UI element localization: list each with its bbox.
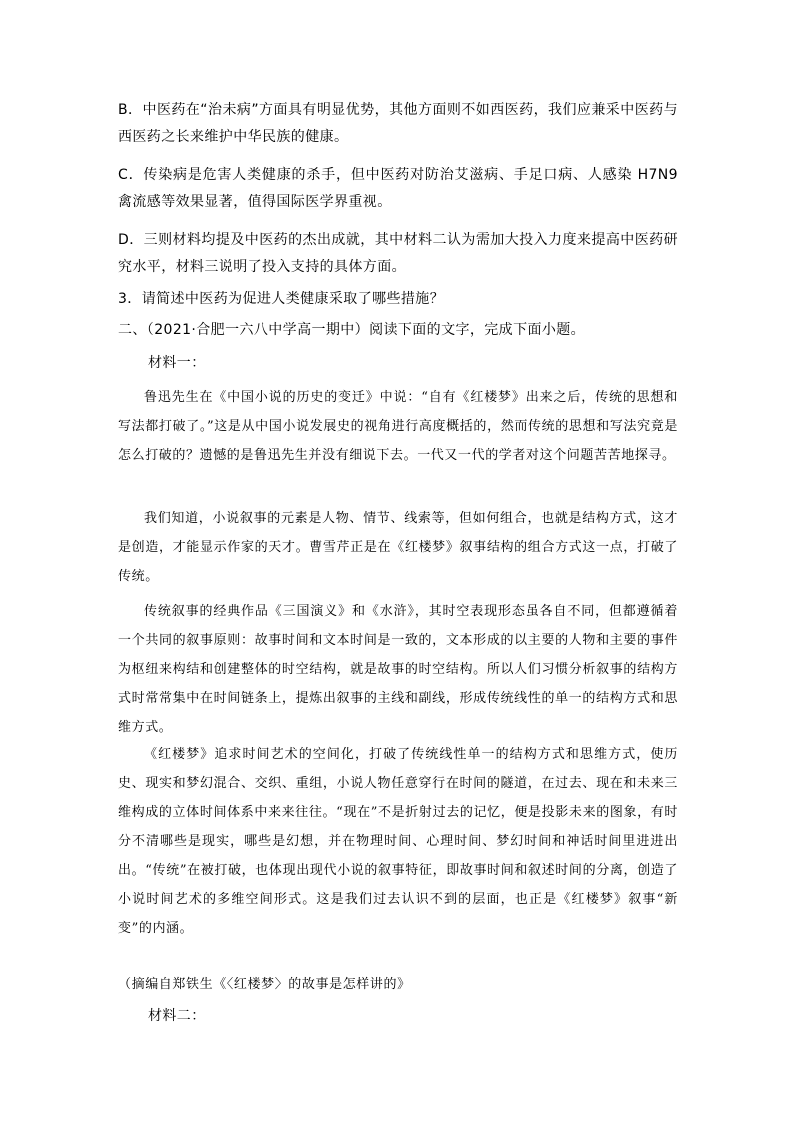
option-b <box>118 97 678 151</box>
material-1-paragraph-3 <box>118 597 678 742</box>
section-2-text: 二、（2021·合肥一六八中学高一期中）阅读下面的文字，完成下面小题。 <box>118 322 586 338</box>
option-d-text: D．三则材料均提及中医药的杰出成就，其中材料二认为需加大投入力度来提高中医药研究水平，材料三说明了投入支持的具体方面。 <box>118 232 678 275</box>
option-d <box>118 227 678 281</box>
question-3-text: 3．请简述中医药为促进人类健康采取了哪些措施？ <box>118 291 445 307</box>
question-3 <box>118 286 678 313</box>
material-1-source-text: （摘编自郑铁生《〈红楼梦〉的故事是怎样讲的》 <box>118 977 411 992</box>
material-1-label-text: 材料一： <box>148 355 206 371</box>
section-2-heading <box>118 317 678 344</box>
material-1-paragraph-3-text: 传统叙事的经典作品《三国演义》和《水浒》，其时空表现形态虽各自不同，但都遵循着一个共同的叙事原则：故事时间和文本时间是一致的，文本形成的以主要的人物和主要的事件为枢纽来构结和创建整体的时空结构，就是故事的时空结构。所以人们习惯分析叙事的结构方式时常常集中在时间链条上，提炼出叙事的主线和副线，形成传统线性的单一的结构方式和思维方式。 <box>118 604 678 735</box>
material-2-label-text: 材料二： <box>148 1008 206 1024</box>
material-2-label <box>118 1003 678 1030</box>
material-1-label <box>118 350 678 377</box>
material-1-paragraph-4-text: 《红楼梦》追求时间艺术的空间化，打破了传统线性单一的结构方式和思维方式，使历史、现实和梦幻混合、交织、重组，小说人物任意穿行在时间的隧道，在过去、现在和未来三维构成的立体时间体系中来来往往。“现在”不是折射过去的记忆，便是投影未来的图象，有时分不清哪些是现实，哪些是幻想，并在物理时间、心理时间、梦幻时间和神话时间里进进出出。“传统”在被打破，也体现出现代小说的叙事特征，即故事时间和叙述时间的分离，创造了小说时间艺术的多维空间形式。这是我们过去认识不到的层面，也正是《红楼梦》叙事“新变”的内涵。 <box>118 747 678 936</box>
material-1-paragraph-2 <box>118 504 678 591</box>
option-b-text: B．中医药在“治未病”方面具有明显优势，其他方面则不如西医药，我们应兼采中医药与西医药之长来维护中华民族的健康。 <box>118 102 678 145</box>
material-1-paragraph-1 <box>118 383 678 470</box>
material-1-paragraph-1-text: 鲁迅先生在《中国小说的历史的变迁》中说：“自有《红楼梦》出来之后，传统的思想和写法都打破了。”这是从中国小说发展史的视角进行高度概括的，然而传统的思想和写法究竟是怎么打破的？遗憾的是鲁迅先生并没有细说下去。一代又一代的学者对这个问题苦苦地探寻。 <box>118 390 678 463</box>
option-c-text: C．传染病是危害人类健康的杀手，但中医药对防治艾滋病、手足口病、人感染 H7N9 禽流感等效果显著，值得国际医学界重视。 <box>118 167 678 210</box>
option-c <box>118 162 678 216</box>
material-1-paragraph-4 <box>118 740 678 943</box>
material-1-source <box>118 970 678 999</box>
material-1-paragraph-2-text: 我们知道，小说叙事的元素是人物、情节、线索等，但如何组合，也就是结构方式，这才是创造，才能显示作家的天才。曹雪芹正是在《红楼梦》叙事结构的组合方式这一点，打破了传统。 <box>118 511 678 584</box>
